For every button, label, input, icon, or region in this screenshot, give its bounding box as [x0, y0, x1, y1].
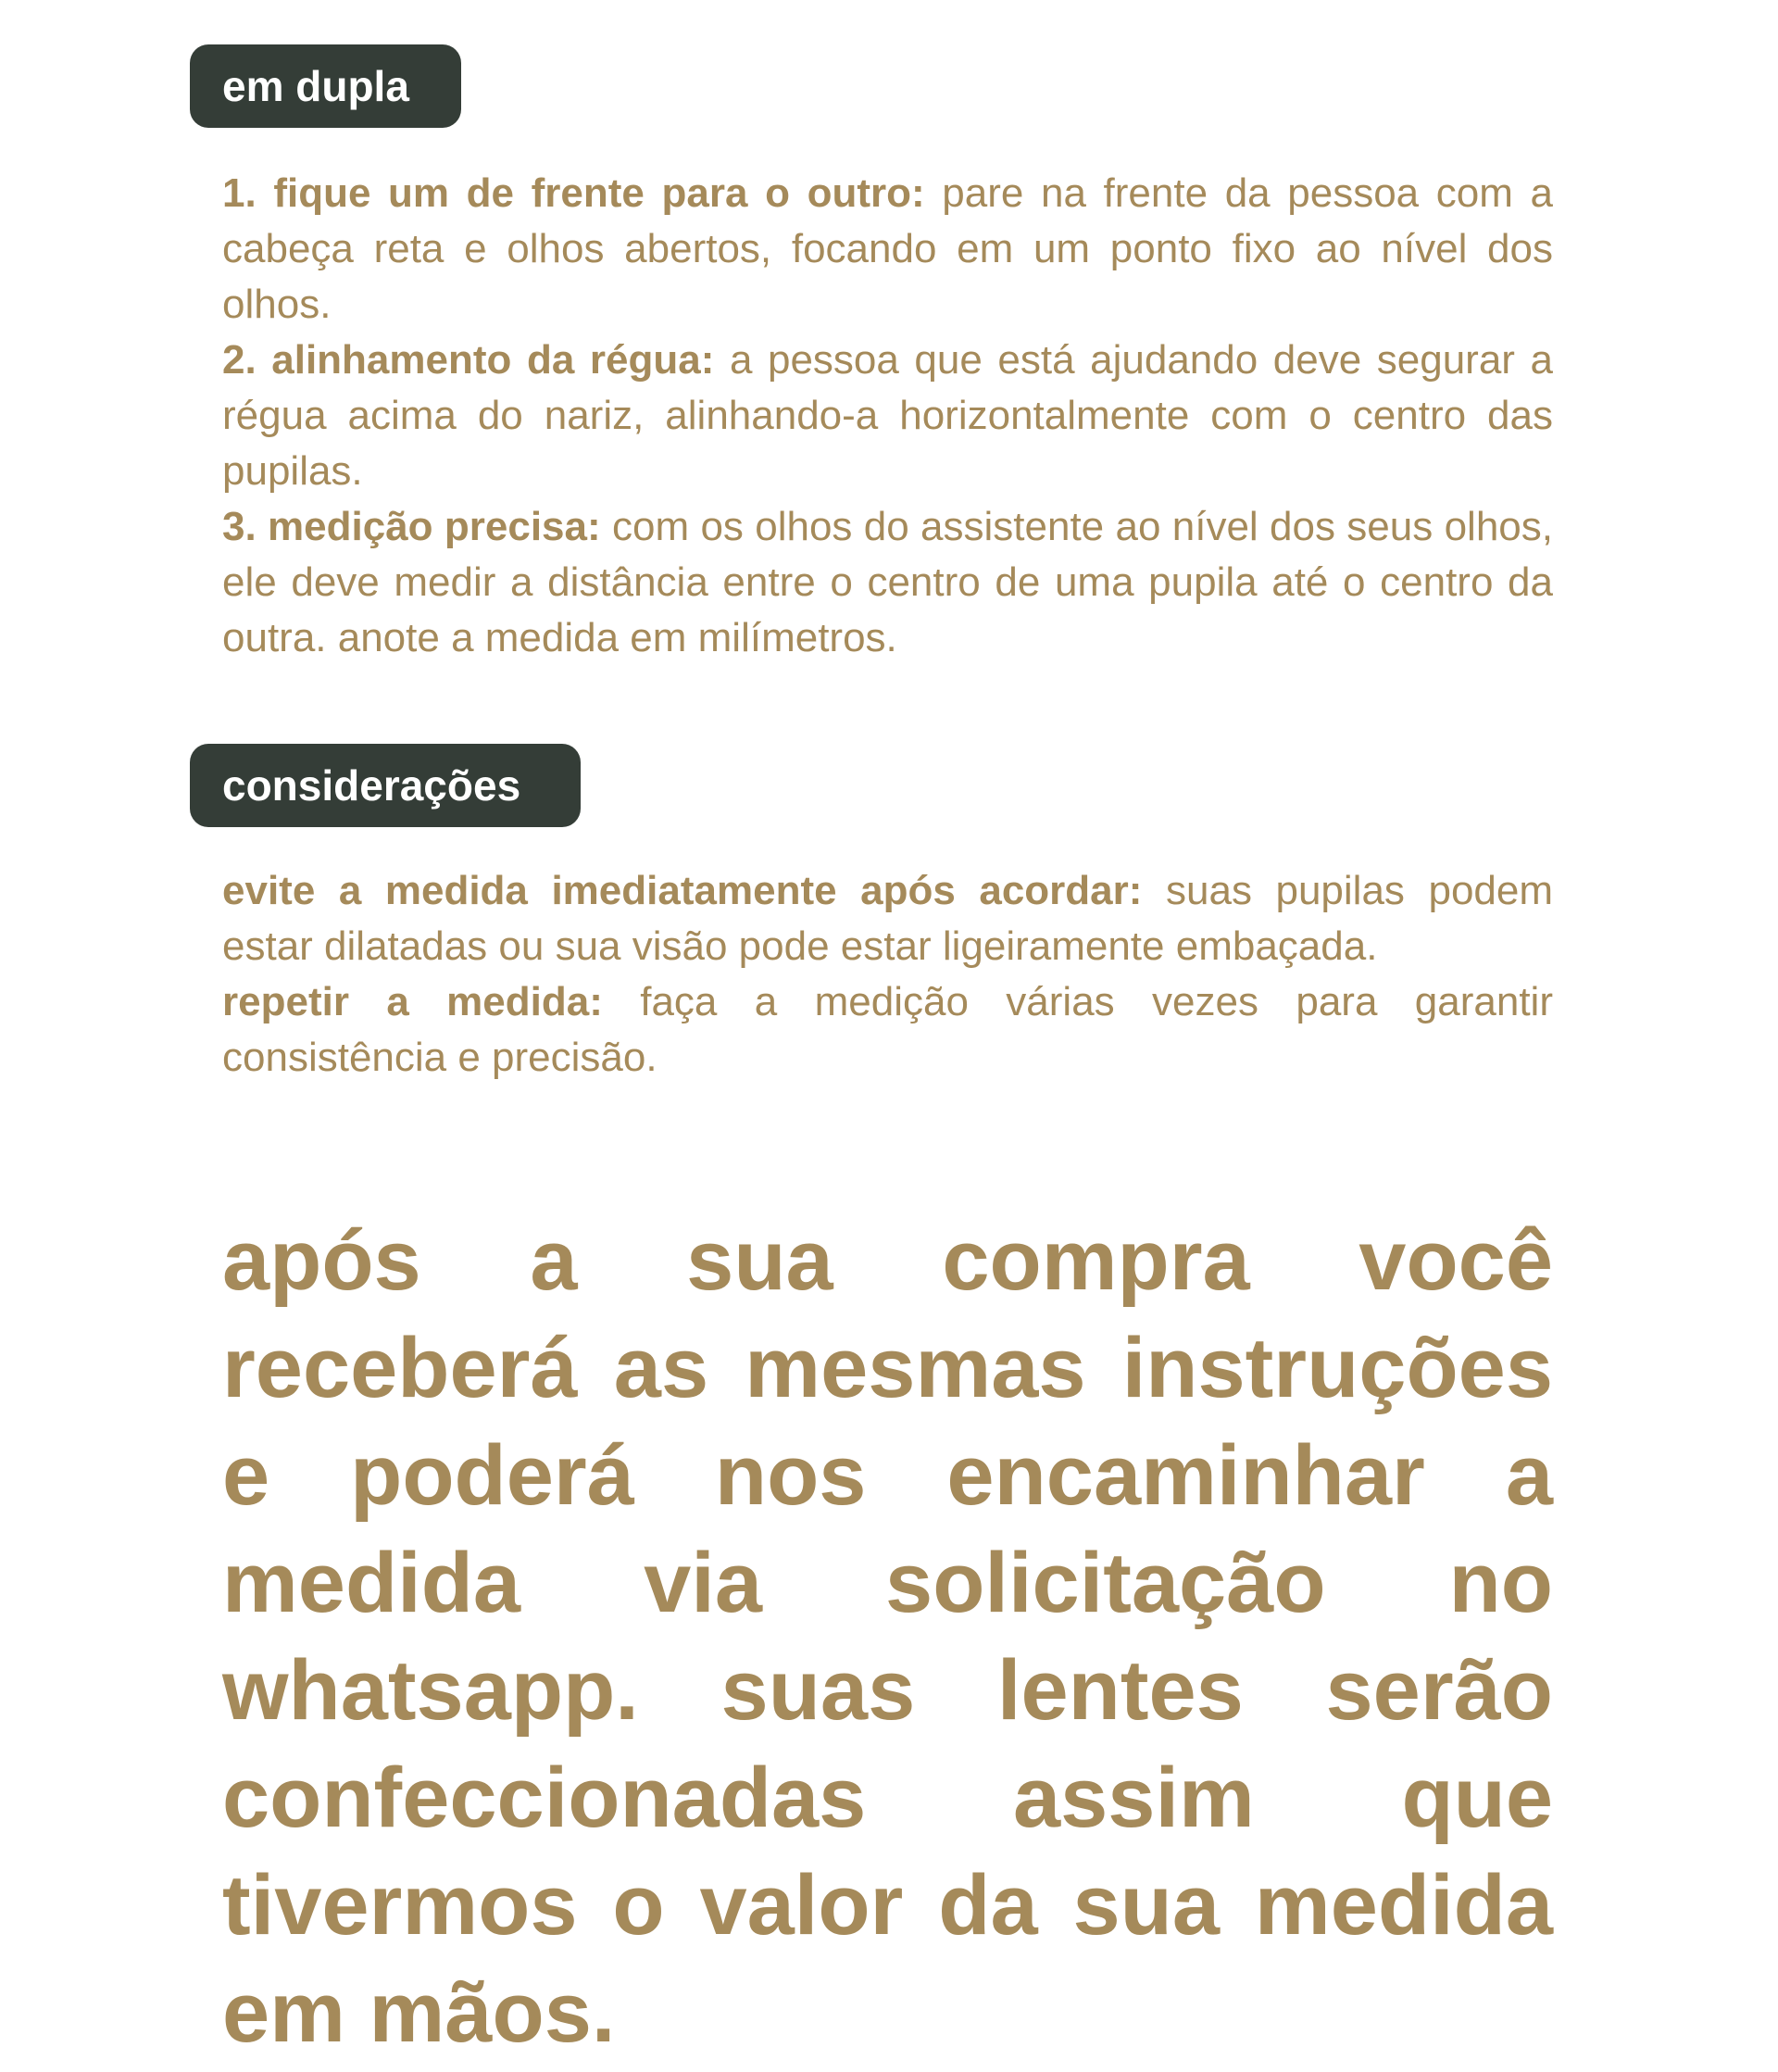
- step-item: [222, 166, 1553, 333]
- step-item: [222, 333, 1553, 499]
- purchase-notice: após a sua compra você receberá as mesmas instruções e poderá nos encaminhar a medida via solicitação no whatsapp. suas lentes serão confeccionadas assim que tivermos o valor da sua medida em mãos.: [222, 1213, 1553, 2060]
- step-text: a pessoa que está ajudando deve segurar a régua acima do nariz, alinhando-a horizontalmente com o centro das pupilas.: [222, 337, 1553, 494]
- consideracao-item: [222, 863, 1553, 974]
- section-tag-em-dupla: em dupla: [190, 44, 461, 128]
- step-title: 3. medição precisa:: [222, 504, 601, 549]
- consideracao-text: faça a medição várias vezes para garantir consistência e precisão.: [222, 979, 1553, 1080]
- step-title: 2. alinhamento da régua:: [222, 337, 715, 383]
- consideracao-text: suas pupilas podem estar dilatadas ou sua visão pode estar ligeiramente embaçada.: [222, 868, 1554, 969]
- step-item: [222, 499, 1553, 666]
- consideracao-item: [222, 974, 1553, 1086]
- step-text: com os olhos do assistente ao nível dos seus olhos, ele deve medir a distância entre o centro de uma pupila até o centro da outra. anote a medida em milímetros.: [222, 504, 1553, 660]
- step-title: 1. fique um de frente para o outro:: [222, 170, 925, 216]
- step-text: pare na frente da pessoa com a cabeça reta e olhos abertos, focando em um ponto fixo ao nível dos olhos.: [222, 170, 1553, 327]
- consideracao-title: evite a medida imediatamente após acordar:: [222, 868, 1143, 913]
- em-dupla-steps: [222, 166, 1553, 666]
- consideracao-title: repetir a medida:: [222, 979, 603, 1024]
- consideracoes-list: [222, 863, 1553, 1086]
- section-tag-consideracoes: considerações: [190, 744, 581, 827]
